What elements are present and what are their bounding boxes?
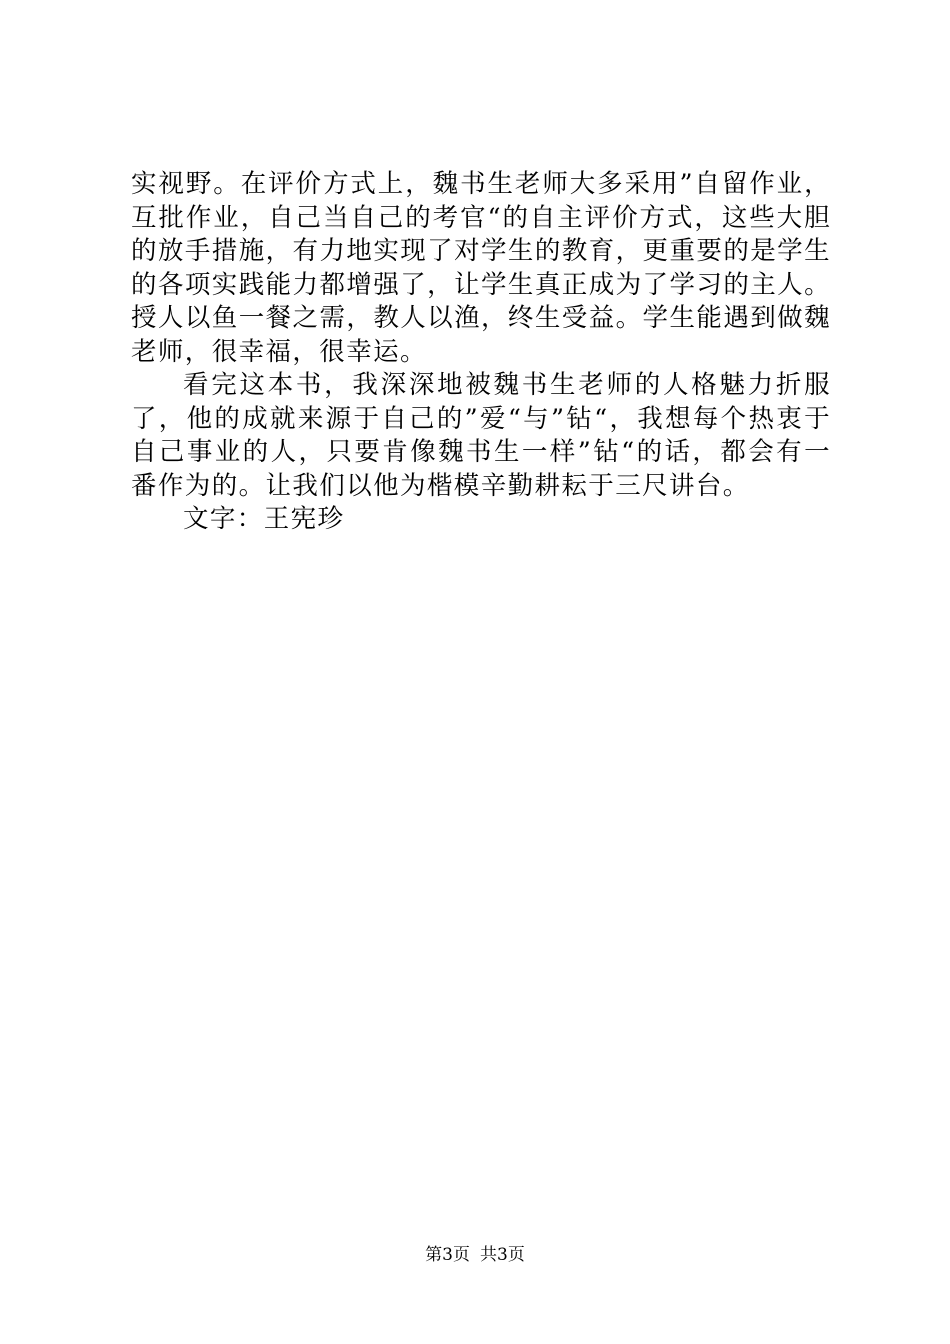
author-line: 文字：王宪珍 (183, 504, 345, 534)
page-number-total: 共3页 (480, 1245, 525, 1265)
document-body (131, 168, 831, 537)
paragraph-reflection: 看完这本书，我深深地被魏书生老师的人格魅力折服了，他的成就来源于自己的”爱“与”钻“，我想每个热衷于自己事业的人，只要肯像魏书生一样”钻“的话，都会有一番作为的。让我们以他为楷模辛勤耕耘于三尺讲台。 (131, 370, 831, 501)
page-number-current: 第3页 (425, 1245, 470, 1265)
page-footer (0, 1244, 950, 1266)
paragraph-continuation: 实视野。在评价方式上，魏书生老师大多采用”自留作业，互批作业，自己当自己的考官“的自主评价方式，这些大胆的放手措施，有力地实现了对学生的教育，更重要的是学生的各项实践能力都增强了，让学生真正成为了学习的主人。授人以鱼一餐之需，教人以渔，终生受益。学生能遇到做魏老师，很幸福，很幸运。 (131, 169, 831, 367)
